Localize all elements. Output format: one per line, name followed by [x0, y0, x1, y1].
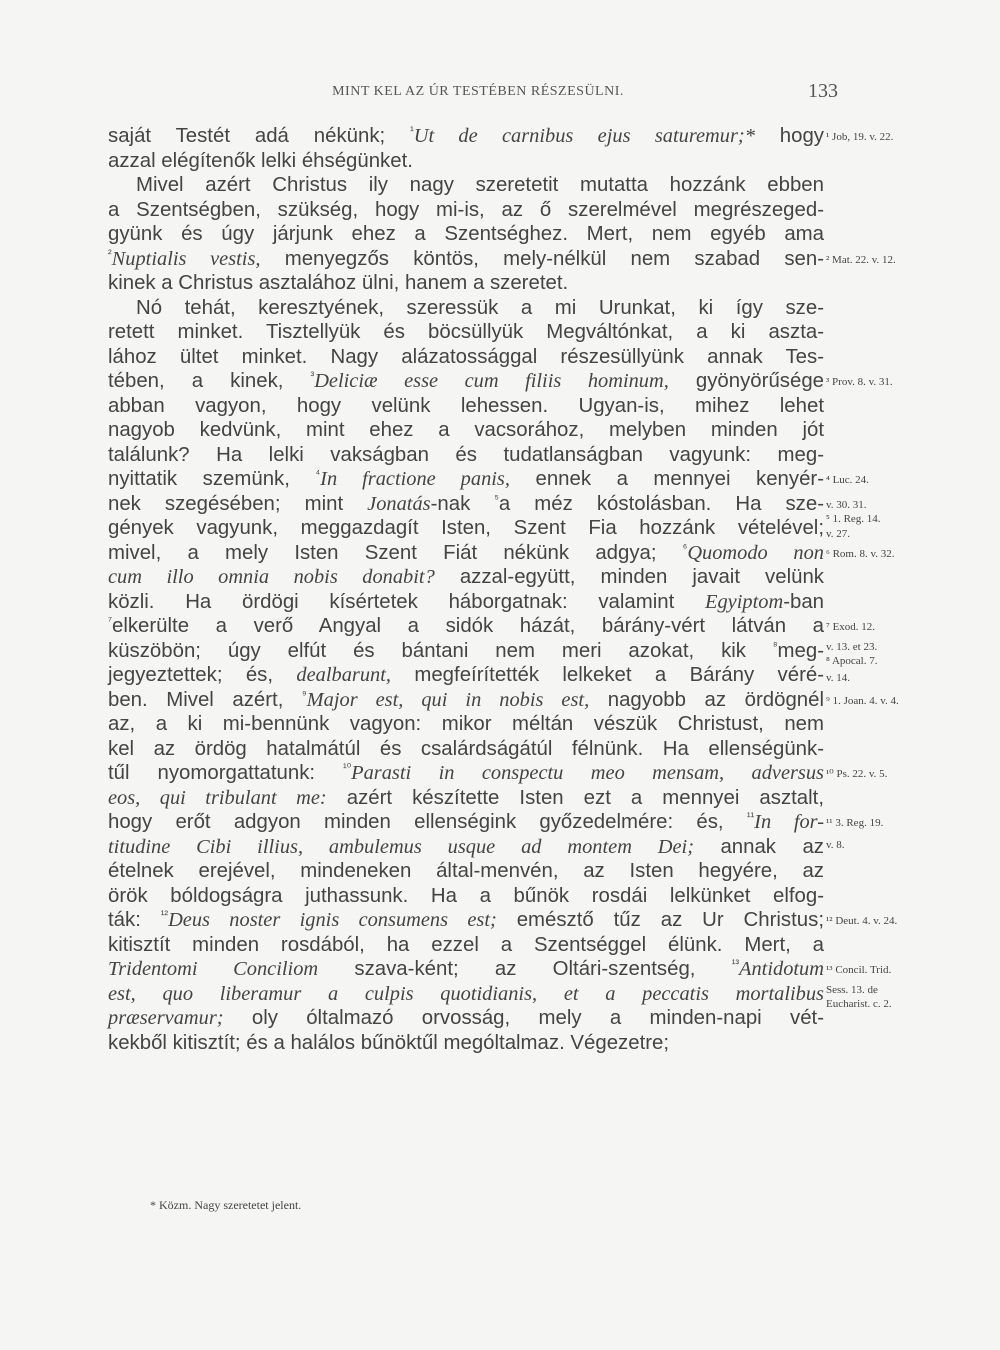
reference-mark: ¹⁰: [343, 762, 352, 774]
latin-quote: dealbarunt,: [296, 664, 391, 686]
text-line: [108, 639, 824, 664]
text-line: [108, 247, 824, 272]
running-head-title: MINT KEL AZ ÚR TESTÉBEN RÉSZESÜLNI.: [332, 84, 624, 99]
margin-note: Sess. 13. de: [826, 983, 878, 996]
margin-note: ⁴ Luc. 24.: [826, 474, 869, 486]
text-run: gények vagyunk, meggazdagít Isten, Szent Fia hozzánk vételével;: [108, 517, 824, 539]
text-run: ták:: [108, 909, 161, 931]
text-run: szava-ként; az Oltári-szentség,: [318, 958, 732, 980]
reference-mark: ¹¹: [746, 811, 755, 823]
text-run: menyegzős köntös, mely-nélkül nem szabad sen-: [260, 247, 824, 270]
text-run: hogy erőt adgyon minden ellenségink győzedelmére: és,: [108, 811, 747, 833]
text-run: retett minket. Tisztellyük és böcsüllyük Megváltónkat, a ki aszta-: [108, 321, 824, 343]
text-line: [108, 908, 824, 933]
text-line: [108, 198, 824, 223]
text-run: küszöbön; úgy elfút és bántani nem meri azokat, kik: [108, 639, 773, 662]
text-run: -ban: [783, 590, 824, 613]
reference-mark: ¹²: [160, 909, 169, 921]
text-run: gyünk és úgy járjunk ehez a Szentséghez. Mert, nem egyéb ama: [108, 223, 824, 245]
text-line: [108, 222, 824, 247]
text-run: emésztő tűz az Ur Christus;: [496, 909, 824, 931]
reference-mark: ⁷: [108, 615, 112, 627]
margin-note: v. 13. et 23.: [826, 640, 878, 653]
margin-note: ¹¹ 3. Reg. 19.: [826, 817, 884, 829]
text-run: gyönyörűsége: [668, 370, 824, 392]
text-run: ételnek erejével, mindeneken által-menvén, az Isten hegyére, az: [108, 860, 824, 882]
reference-mark: ²: [108, 247, 112, 260]
text-line: [108, 982, 824, 1007]
text-run: közli. Ha ördögi kísértetek háborgatnak: valamint: [108, 590, 706, 613]
text-line: [108, 737, 824, 762]
latin-quote: Antidotum: [739, 958, 824, 980]
text-line: [108, 124, 824, 149]
text-line: [108, 467, 824, 492]
body-text: [108, 124, 824, 1055]
text-line: [108, 443, 824, 468]
text-run: tében, a kinek,: [108, 370, 311, 392]
margin-note: ¹² Deut. 4. v. 24.: [826, 915, 898, 927]
footnote: * Közm. Nagy szeretetet jelent.: [150, 1198, 302, 1212]
margin-note: ¹⁰ Ps. 22. v. 5.: [826, 768, 888, 780]
latin-quote: In fractione panis,: [320, 468, 510, 490]
page-number: 133: [808, 80, 838, 102]
latin-quote: Parasti in conspectu meo mensam, adversus: [351, 762, 824, 784]
text-run: az, a ki mi-bennünk vagyon: mikor méltán vészük Christust, nem: [108, 713, 824, 735]
text-run: mivel, a mely Isten Szent Fiát nékünk adgya;: [108, 541, 683, 564]
text-line: [108, 810, 824, 835]
latin-quote: In for-: [754, 811, 824, 833]
text-line: [108, 149, 824, 174]
text-line: [108, 663, 824, 688]
text-line: [108, 590, 824, 615]
margin-note: ⁵ 1. Reg. 14.: [826, 513, 881, 526]
margin-note: v. 30. 31.: [826, 498, 867, 511]
latin-quote: Nuptialis vestis,: [111, 247, 261, 270]
running-head: [0, 80, 1000, 110]
text-line: [108, 565, 824, 590]
text-line: [108, 761, 824, 786]
text-run: hogy: [754, 125, 824, 147]
text-run: nagyobb az ördögnél: [589, 688, 824, 711]
text-run: abban vagyon, hogy velünk lehessen. Ugyan-is, mihez lehet: [108, 394, 824, 417]
text-run: jegyeztettek; és,: [108, 664, 297, 686]
text-run: nagyob kedvünk, mint ehez a vacsorához, melyben minden jót: [108, 419, 824, 441]
reference-mark: ⁶: [682, 541, 688, 554]
reference-mark: ⁸: [772, 639, 778, 652]
reference-mark: ⁵: [494, 492, 499, 505]
text-run: annak az: [694, 835, 824, 858]
text-line: [108, 786, 824, 811]
latin-quote: Tridentomi Conciliom: [108, 958, 319, 980]
text-run: azért készítette Isten ezt a mennyei asztalt,: [326, 786, 824, 809]
margin-note: ⁷ Exod. 12.: [826, 621, 876, 633]
text-line: [108, 296, 824, 321]
margin-note: ³ Prov. 8. v. 31.: [826, 376, 893, 388]
text-line: [108, 320, 824, 345]
latin-quote: Ut de carnibus ejus saturemur;*: [413, 125, 755, 147]
text-line: [108, 173, 824, 198]
text-run: oly óltalmazó orvosság, mely a minden-napi vét-: [223, 1007, 824, 1029]
text-line: [108, 957, 824, 982]
margin-note: v. 14.: [826, 672, 851, 685]
latin-quote: eos, qui tribulant me:: [108, 786, 327, 809]
reference-mark: ⁴: [315, 468, 321, 480]
text-run: meg-: [777, 639, 824, 662]
text-line: [108, 1031, 824, 1056]
text-line: [108, 271, 824, 296]
margin-note: Eucharist. c. 2.: [826, 998, 892, 1011]
text-run: Nó tehát, keresztyének, szeressük a mi Urunkat, ki így sze-: [136, 296, 824, 319]
reference-mark: ³: [310, 370, 315, 382]
text-run: lához ültet minket. Nagy alázatossággal részesüllyünk annak Tes-: [108, 345, 824, 368]
text-line: [108, 712, 824, 737]
text-line: [108, 884, 824, 909]
margin-note: ² Mat. 22. v. 12.: [826, 253, 896, 266]
text-line: [108, 859, 824, 884]
latin-quote: cum illo omnia nobis donabit?: [108, 566, 435, 588]
reference-mark: ¹: [410, 125, 414, 137]
latin-quote: Deliciæ esse cum filiis hominum,: [314, 370, 669, 392]
latin-quote: præservamur;: [108, 1007, 224, 1029]
text-run: kekből kitisztít; és a halálos bűnöktűl mególtalmaz. Végezetre;: [108, 1031, 670, 1054]
text-run: nyittatik szemünk,: [108, 468, 316, 490]
margin-note: v. 27.: [826, 527, 851, 540]
margin-note: ⁸ Apocal. 7.: [826, 655, 878, 668]
margin-note: ¹³ Concil. Trid.: [826, 964, 892, 976]
margin-note: ⁹ 1. Joan. 4. v. 4.: [826, 694, 899, 707]
text-line: [108, 933, 824, 958]
reference-mark: ⁹: [301, 688, 307, 701]
text-run: tűl nyomorgattatunk:: [108, 762, 344, 784]
text-run: megfeírítették lelkeket a Bárány véré-: [391, 664, 825, 686]
margin-note: ¹ Job, 19. v. 22.: [826, 131, 894, 143]
margin-note: v. 8.: [826, 839, 845, 852]
text-run: kitisztít minden rosdából, ha ezzel a Szentséggel élünk. Mert, a: [108, 933, 824, 956]
text-run: a méz kóstolásban. Ha sze-: [498, 492, 824, 515]
text-run: a Szentségben, szükség, hogy mi-is, az ő szerelmével megrészeged-: [108, 198, 824, 221]
text-run: kinek a Christus asztalához ülni, hanem a szeretet.: [108, 272, 569, 294]
latin-quote: Major est, qui in nobis est,: [306, 688, 590, 711]
text-line: [108, 835, 824, 860]
text-line: [108, 516, 824, 541]
text-run: ennek a mennyei kenyér-: [509, 468, 825, 490]
latin-quote: Deus noster ignis consumens est;: [168, 909, 497, 931]
text-run: -nak: [430, 492, 495, 515]
text-run: saját Testét adá nékünk;: [108, 125, 411, 147]
latin-quote: Egyiptom: [705, 590, 784, 613]
text-line: [108, 492, 824, 517]
text-line: [108, 369, 824, 394]
text-run: örök bóldogságra juthassunk. Ha a bűnök rosdái lelkünket elfog-: [108, 884, 824, 907]
latin-quote: Jonatás: [367, 492, 431, 515]
text-run: azzal-együtt, minden javait velünk: [434, 566, 824, 588]
text-run: találunk? Ha lelki vakságban és tudatlanságban vagyunk: meg-: [108, 443, 824, 466]
latin-quote: est, quo liberamur a culpis quotidianis, et a peccatis mortalibus: [108, 982, 824, 1005]
text-run: Mivel azért Christus ily nagy szeretetit mutatta hozzánk ebben: [136, 174, 824, 196]
text-run: elkerülte a verő Angyal a sidók házát, bárány-vért látván a: [111, 615, 824, 637]
text-line: [108, 1006, 824, 1031]
text-line: [108, 541, 824, 566]
margin-note: ⁶ Rom. 8. v. 32.: [826, 547, 895, 560]
text-run: azzal elégítenők lelki éhségünket.: [108, 149, 413, 172]
text-line: [108, 614, 824, 639]
reference-mark: ¹³: [731, 958, 740, 970]
text-line: [108, 688, 824, 713]
latin-quote: Quomodo non: [687, 541, 824, 564]
text-run: nek szegésében; mint: [108, 492, 368, 515]
latin-quote: titudine Cibi illius, ambulemus usque ad montem Dei;: [108, 835, 695, 858]
text-line: [108, 394, 824, 419]
text-run: kel az ördög hatalmátúl és csalárdságátúl félnünk. Ha ellenségünk-: [108, 737, 824, 760]
text-line: [108, 418, 824, 443]
text-run: ben. Mivel azért,: [108, 688, 302, 711]
text-line: [108, 345, 824, 370]
